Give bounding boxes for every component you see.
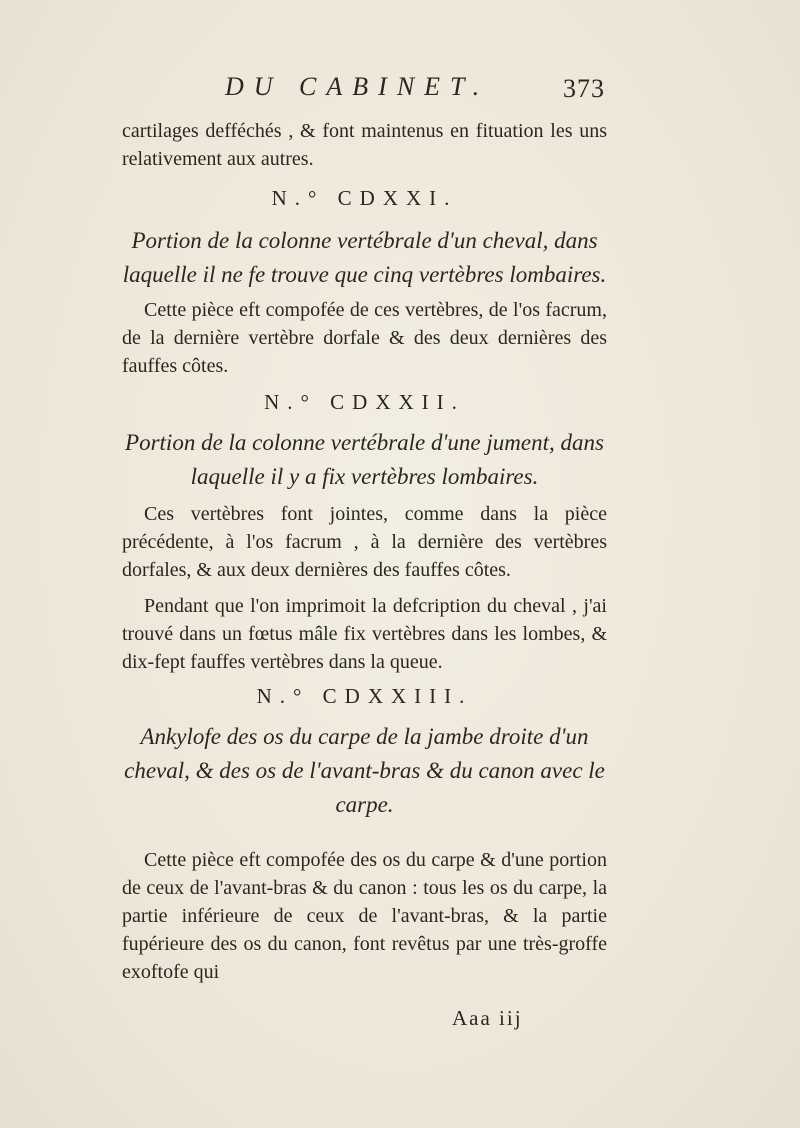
- entry-number-cdxxii: N.° CDXXII.: [264, 390, 465, 414]
- signature-mark: Aaa iij: [452, 1006, 523, 1030]
- entry-paragraph-cdxxiii: Cette pièce eft compofée des os du carpe & d'une portion de ceux de l'avant-bras & du canon : tous les os du carpe, la partie inférieure de ceux de l'avant-bras, & la partie fupérieure des os du canon, font revêtus par une très-groffe exoftofe qui: [122, 849, 607, 983]
- entry-paragraph-cdxxi: Cette pièce eft compofée de ces vertèbres, de l'os facrum, de la dernière vertèbre dorfale & des deux dernières des fauffes côtes.: [122, 299, 607, 377]
- entry-number-cdxxi: N.° CDXXI.: [271, 186, 458, 210]
- page-header: [225, 72, 605, 112]
- entry-paragraph-cdxxii-2: Pendant que l'on imprimoit la defcription du cheval , j'ai trouvé dans un fœtus mâle fix vertèbres dans les lombes, & dix-fept fauffes vertèbres dans la queue.: [122, 595, 607, 673]
- entry-heading-cdxxiii: Ankylofe des os du carpe de la jambe droite d'un cheval, & des os de l'avant-bras & du canon avec le carpe.: [124, 724, 605, 817]
- entry-heading-cdxxi: Portion de la colonne vertébrale d'un cheval, dans laquelle il ne fe trouve que cinq vertèbres lombaires.: [122, 228, 607, 287]
- continuation-paragraph: cartilages defféchés , & font maintenus en fituation les uns relativement aux autres.: [122, 120, 607, 170]
- entry-number-cdxxiii: N.° CDXXIII.: [256, 684, 473, 708]
- entry-paragraph-cdxxii-1: Ces vertèbres font jointes, comme dans la pièce précédente, à l'os facrum , à la dernière des vertèbres dorfales, & aux deux dernières des fauffes côtes.: [122, 503, 607, 581]
- running-title: DU CABINET.: [225, 72, 490, 101]
- page-number: 373: [563, 74, 605, 103]
- entry-heading-cdxxii: Portion de la colonne vertébrale d'une jument, dans laquelle il y a fix vertèbres lombaires.: [125, 430, 604, 489]
